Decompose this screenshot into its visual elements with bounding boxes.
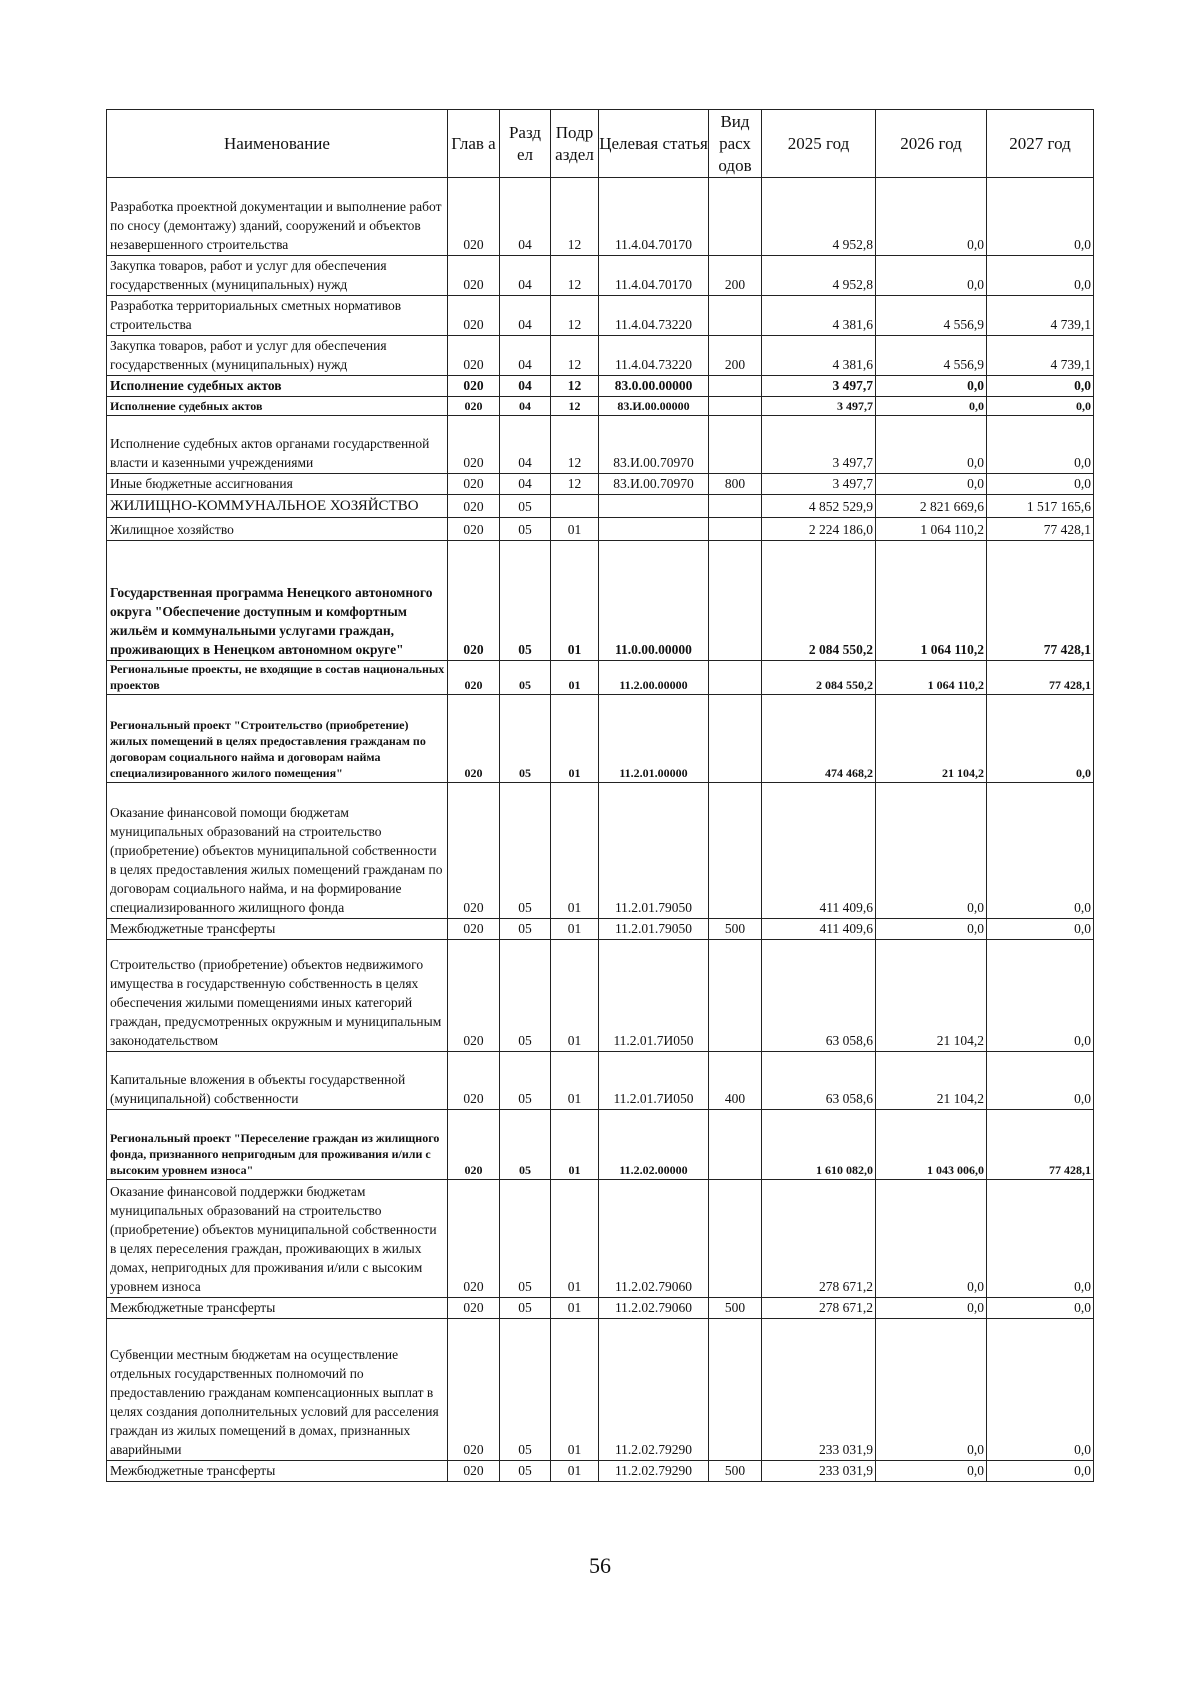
- table-cell-2025: 3 497,7: [762, 376, 876, 397]
- table-cell-2027: 0,0: [987, 416, 1094, 474]
- table-cell-2025: 278 671,2: [762, 1180, 876, 1298]
- table-cell-target: 11.2.02.79290: [599, 1319, 709, 1461]
- table-cell-expense-type: [709, 397, 762, 416]
- table-cell-name: Разработка территориальных сметных нормативов строительства: [107, 296, 448, 336]
- table-cell-target: 83.И.00.00000: [599, 397, 709, 416]
- table-cell-target: 11.4.04.73220: [599, 296, 709, 336]
- table-cell-2025: 2 224 186,0: [762, 518, 876, 541]
- table-cell-target: 11.2.01.7И050: [599, 940, 709, 1052]
- table-cell-section: 05: [500, 1298, 551, 1319]
- table-cell-2027: 77 428,1: [987, 1110, 1094, 1180]
- table-row: [107, 783, 1094, 919]
- table-row: [107, 336, 1094, 376]
- table-cell-2027: 0,0: [987, 940, 1094, 1052]
- table-cell-name: Региональный проект "Строительство (приобретение) жилых помещений в целях предоставления гражданам по договорам социального найма и договорам найма специализированного жилого помещения": [107, 695, 448, 783]
- table-cell-name: Исполнение судебных актов органами государственной власти и казенными учреждениями: [107, 416, 448, 474]
- table-cell-target: 83.И.00.70970: [599, 474, 709, 495]
- table-cell-expense-type: [709, 541, 762, 661]
- table-cell-2027: 77 428,1: [987, 661, 1094, 695]
- table-cell-section: 05: [500, 1461, 551, 1482]
- table-cell-2026: 0,0: [876, 783, 987, 919]
- table-cell-name: Региональный проект "Переселение граждан из жилищного фонда, признанного непригодным для проживания и/или с высоким уровнем износа": [107, 1110, 448, 1180]
- table-cell-target: 11.2.02.00000: [599, 1110, 709, 1180]
- table-cell-target: 11.2.02.79060: [599, 1180, 709, 1298]
- table-cell-section: 04: [500, 336, 551, 376]
- table-cell-2026: 1 064 110,2: [876, 541, 987, 661]
- table-cell-section: 05: [500, 940, 551, 1052]
- table-cell-2025: 3 497,7: [762, 416, 876, 474]
- table-row: [107, 416, 1094, 474]
- table-row: [107, 296, 1094, 336]
- table-cell-subsection: [551, 495, 599, 518]
- table-cell-2025: 4 952,8: [762, 178, 876, 256]
- header-expense-type: Вид расх одов: [709, 110, 762, 178]
- table-cell-subsection: 12: [551, 376, 599, 397]
- table-cell-target: 11.2.02.79060: [599, 1298, 709, 1319]
- table-cell-chapter: 020: [448, 919, 500, 940]
- table-cell-expense-type: [709, 495, 762, 518]
- table-cell-name: Закупка товаров, работ и услуг для обеспечения государственных (муниципальных) нужд: [107, 336, 448, 376]
- table-cell-subsection: 01: [551, 783, 599, 919]
- table-cell-section: 04: [500, 376, 551, 397]
- table-cell-chapter: 020: [448, 1461, 500, 1482]
- table-row: [107, 1052, 1094, 1110]
- table-cell-target: 11.4.04.70170: [599, 256, 709, 296]
- table-cell-2025: 411 409,6: [762, 919, 876, 940]
- table-cell-section: 05: [500, 541, 551, 661]
- table-cell-expense-type: [709, 940, 762, 1052]
- table-cell-section: 05: [500, 1052, 551, 1110]
- header-row: [107, 110, 1094, 178]
- table-cell-2027: 0,0: [987, 695, 1094, 783]
- table-row: [107, 495, 1094, 518]
- table-cell-section: 05: [500, 661, 551, 695]
- table-row: [107, 695, 1094, 783]
- table-row: [107, 518, 1094, 541]
- table-cell-expense-type: 200: [709, 256, 762, 296]
- table-cell-2026: 0,0: [876, 416, 987, 474]
- table-cell-2025: 411 409,6: [762, 783, 876, 919]
- table-cell-subsection: 01: [551, 1298, 599, 1319]
- table-cell-subsection: 12: [551, 397, 599, 416]
- table-cell-name: Иные бюджетные ассигнования: [107, 474, 448, 495]
- table-cell-chapter: 020: [448, 397, 500, 416]
- table-cell-section: 05: [500, 495, 551, 518]
- table-cell-2025: 233 031,9: [762, 1461, 876, 1482]
- table-cell-2027: 0,0: [987, 178, 1094, 256]
- table-cell-target: 83.0.00.00000: [599, 376, 709, 397]
- table-cell-section: 04: [500, 416, 551, 474]
- table-cell-2027: 0,0: [987, 376, 1094, 397]
- table-cell-2025: 2 084 550,2: [762, 661, 876, 695]
- table-cell-2027: 0,0: [987, 1461, 1094, 1482]
- table-cell-target: 11.2.00.00000: [599, 661, 709, 695]
- table-cell-2027: 4 739,1: [987, 296, 1094, 336]
- table-cell-expense-type: [709, 518, 762, 541]
- table-cell-expense-type: 500: [709, 1461, 762, 1482]
- table-cell-subsection: 01: [551, 661, 599, 695]
- table-cell-expense-type: [709, 296, 762, 336]
- table-cell-section: 05: [500, 518, 551, 541]
- table-cell-expense-type: [709, 1180, 762, 1298]
- table-row: [107, 1298, 1094, 1319]
- table-cell-2027: 0,0: [987, 474, 1094, 495]
- table-cell-chapter: 020: [448, 783, 500, 919]
- table-cell-section: 04: [500, 296, 551, 336]
- table-row: [107, 940, 1094, 1052]
- table-cell-name: Государственная программа Ненецкого автономного округа "Обеспечение доступным и комфортным жильём и коммунальными услугами граждан, проживающих в Ненецком автономном округе": [107, 541, 448, 661]
- table-cell-section: 04: [500, 256, 551, 296]
- table-cell-section: 04: [500, 178, 551, 256]
- table-cell-name: Межбюджетные трансферты: [107, 1298, 448, 1319]
- table-cell-expense-type: [709, 783, 762, 919]
- header-name: Наименование: [107, 110, 448, 178]
- table-cell-chapter: 020: [448, 1110, 500, 1180]
- table-cell-chapter: 020: [448, 695, 500, 783]
- table-cell-2026: 2 821 669,6: [876, 495, 987, 518]
- table-cell-subsection: 01: [551, 1052, 599, 1110]
- table-cell-2027: 0,0: [987, 397, 1094, 416]
- table-cell-target: [599, 495, 709, 518]
- header-2027: 2027 год: [987, 110, 1094, 178]
- table-cell-expense-type: [709, 416, 762, 474]
- table-row: [107, 178, 1094, 256]
- table-cell-2027: 0,0: [987, 919, 1094, 940]
- table-cell-target: 83.И.00.70970: [599, 416, 709, 474]
- table-cell-name: Региональные проекты, не входящие в состав национальных проектов: [107, 661, 448, 695]
- table-cell-subsection: 01: [551, 541, 599, 661]
- table-cell-chapter: 020: [448, 336, 500, 376]
- table-cell-chapter: 020: [448, 296, 500, 336]
- table-cell-chapter: 020: [448, 416, 500, 474]
- page-number: 56: [589, 1553, 611, 1578]
- header-2026: 2026 год: [876, 110, 987, 178]
- table-cell-2026: 0,0: [876, 474, 987, 495]
- table-cell-2027: 0,0: [987, 783, 1094, 919]
- table-cell-section: 05: [500, 1319, 551, 1461]
- table-cell-2025: 4 952,8: [762, 256, 876, 296]
- table-row: [107, 661, 1094, 695]
- table-cell-target: 11.4.04.73220: [599, 336, 709, 376]
- table-row: [107, 919, 1094, 940]
- table-row: [107, 1110, 1094, 1180]
- table-cell-subsection: 01: [551, 695, 599, 783]
- table-row: [107, 1319, 1094, 1461]
- table-cell-2025: 3 497,7: [762, 397, 876, 416]
- table-cell-2025: 474 468,2: [762, 695, 876, 783]
- table-cell-2026: 0,0: [876, 397, 987, 416]
- table-cell-2025: 4 381,6: [762, 296, 876, 336]
- table-cell-subsection: 12: [551, 416, 599, 474]
- table-cell-target: 11.4.04.70170: [599, 178, 709, 256]
- table-cell-subsection: 12: [551, 296, 599, 336]
- table-cell-expense-type: [709, 1110, 762, 1180]
- table-row: [107, 1461, 1094, 1482]
- table-cell-subsection: 01: [551, 1319, 599, 1461]
- table-cell-section: 05: [500, 919, 551, 940]
- table-cell-subsection: 01: [551, 940, 599, 1052]
- table-cell-chapter: 020: [448, 661, 500, 695]
- table-cell-2027: 77 428,1: [987, 541, 1094, 661]
- table-cell-name: Исполнение судебных актов: [107, 376, 448, 397]
- table-cell-target: 11.2.01.79050: [599, 919, 709, 940]
- table-cell-chapter: 020: [448, 1180, 500, 1298]
- table-cell-target: [599, 518, 709, 541]
- table-cell-subsection: 01: [551, 518, 599, 541]
- header-chapter: Глав а: [448, 110, 500, 178]
- table-cell-2026: 1 064 110,2: [876, 661, 987, 695]
- table-row: [107, 256, 1094, 296]
- table-cell-subsection: 01: [551, 1461, 599, 1482]
- table-cell-2027: 0,0: [987, 1052, 1094, 1110]
- table-cell-expense-type: 500: [709, 1298, 762, 1319]
- table-cell-section: 05: [500, 783, 551, 919]
- table-body: [107, 178, 1094, 1482]
- table-cell-expense-type: [709, 376, 762, 397]
- table-cell-name: ЖИЛИЩНО-КОММУНАЛЬНОЕ ХОЗЯЙСТВО: [107, 495, 448, 518]
- table-cell-2027: 0,0: [987, 1298, 1094, 1319]
- header-2025: 2025 год: [762, 110, 876, 178]
- table-cell-subsection: 12: [551, 336, 599, 376]
- table-cell-2026: 0,0: [876, 1461, 987, 1482]
- table-cell-name: Оказание финансовой поддержки бюджетам муниципальных образований на строительство (приобретение) объектов муниципальной собственности в целях переселения граждан, проживающих в жилых домах, непригодных для проживания и/или с высоким уровнем износа: [107, 1180, 448, 1298]
- header-target: Целевая статья: [599, 110, 709, 178]
- table-cell-2026: 4 556,9: [876, 296, 987, 336]
- table-cell-name: Оказание финансовой помощи бюджетам муниципальных образований на строительство (приобретение) объектов муниципальной собственности в целях предоставления жилых помещений гражданам по договорам социального найма, и на формирование специализированного жилищного фонда: [107, 783, 448, 919]
- table-cell-chapter: 020: [448, 495, 500, 518]
- table-cell-2027: 77 428,1: [987, 518, 1094, 541]
- budget-table: [106, 109, 1094, 1482]
- table-cell-2026: 21 104,2: [876, 695, 987, 783]
- table-cell-2027: 1 517 165,6: [987, 495, 1094, 518]
- table-cell-target: 11.2.01.7И050: [599, 1052, 709, 1110]
- table-cell-chapter: 020: [448, 1298, 500, 1319]
- table-cell-name: Межбюджетные трансферты: [107, 1461, 448, 1482]
- table-cell-2026: 1 043 006,0: [876, 1110, 987, 1180]
- table-cell-chapter: 020: [448, 940, 500, 1052]
- table-cell-2025: 233 031,9: [762, 1319, 876, 1461]
- table-cell-chapter: 020: [448, 1052, 500, 1110]
- table-cell-2025: 1 610 082,0: [762, 1110, 876, 1180]
- table-cell-name: Капитальные вложения в объекты государственной (муниципальной) собственности: [107, 1052, 448, 1110]
- table-row: [107, 376, 1094, 397]
- table-cell-expense-type: [709, 695, 762, 783]
- table-cell-2027: 4 739,1: [987, 336, 1094, 376]
- table-cell-section: 04: [500, 474, 551, 495]
- table-cell-expense-type: [709, 1319, 762, 1461]
- table-cell-2026: 0,0: [876, 1180, 987, 1298]
- table-cell-section: 04: [500, 397, 551, 416]
- table-cell-chapter: 020: [448, 1319, 500, 1461]
- table-cell-subsection: 01: [551, 1180, 599, 1298]
- table-cell-2025: 4 852 529,9: [762, 495, 876, 518]
- table-cell-subsection: 01: [551, 1110, 599, 1180]
- table-cell-2027: 0,0: [987, 256, 1094, 296]
- table-cell-2025: 63 058,6: [762, 1052, 876, 1110]
- table-cell-2027: 0,0: [987, 1319, 1094, 1461]
- table-cell-2026: 0,0: [876, 376, 987, 397]
- table-cell-name: Жилищное хозяйство: [107, 518, 448, 541]
- table-cell-section: 05: [500, 1110, 551, 1180]
- table-cell-2026: 21 104,2: [876, 940, 987, 1052]
- table-cell-chapter: 020: [448, 256, 500, 296]
- table-cell-2026: 0,0: [876, 1319, 987, 1461]
- table-row: [107, 541, 1094, 661]
- table-row: [107, 397, 1094, 416]
- table-cell-name: Закупка товаров, работ и услуг для обеспечения государственных (муниципальных) нужд: [107, 256, 448, 296]
- table-cell-chapter: 020: [448, 178, 500, 256]
- table-cell-subsection: 01: [551, 919, 599, 940]
- table-cell-name: Разработка проектной документации и выполнение работ по сносу (демонтажу) зданий, сооружений и объектов незавершенного строительства: [107, 178, 448, 256]
- table-cell-subsection: 12: [551, 474, 599, 495]
- table-cell-chapter: 020: [448, 474, 500, 495]
- table-row: [107, 474, 1094, 495]
- table-cell-2026: 0,0: [876, 1298, 987, 1319]
- table-cell-name: Исполнение судебных актов: [107, 397, 448, 416]
- table-cell-expense-type: 800: [709, 474, 762, 495]
- table-cell-target: 11.2.01.00000: [599, 695, 709, 783]
- table-cell-section: 05: [500, 695, 551, 783]
- table-cell-name: Субвенции местным бюджетам на осуществление отдельных государственных полномочий по предоставлению гражданам компенсационных выплат в целях создания дополнительных условий для расселения граждан из жилых помещений в домах, признанных аварийными: [107, 1319, 448, 1461]
- table-cell-subsection: 12: [551, 178, 599, 256]
- table-cell-2026: 4 556,9: [876, 336, 987, 376]
- table-cell-2025: 3 497,7: [762, 474, 876, 495]
- table-cell-target: 11.2.02.79290: [599, 1461, 709, 1482]
- header-subsection: Подр аздел: [551, 110, 599, 178]
- table-cell-2026: 0,0: [876, 256, 987, 296]
- table-row: [107, 1180, 1094, 1298]
- table-cell-2027: 0,0: [987, 1180, 1094, 1298]
- table-cell-chapter: 020: [448, 541, 500, 661]
- table-cell-name: Строительство (приобретение) объектов недвижимого имущества в государственную собственность в целях обеспечения жилыми помещениями иных категорий граждан, предусмотренных окружным и муниципальным законодательством: [107, 940, 448, 1052]
- table-cell-2025: 278 671,2: [762, 1298, 876, 1319]
- table-cell-chapter: 020: [448, 376, 500, 397]
- table-cell-expense-type: [709, 178, 762, 256]
- table-cell-target: 11.0.00.00000: [599, 541, 709, 661]
- table-cell-2025: 2 084 550,2: [762, 541, 876, 661]
- table-cell-expense-type: 500: [709, 919, 762, 940]
- table-cell-expense-type: 400: [709, 1052, 762, 1110]
- table-cell-target: 11.2.01.79050: [599, 783, 709, 919]
- table-cell-2026: 0,0: [876, 919, 987, 940]
- table-cell-expense-type: 200: [709, 336, 762, 376]
- table-cell-subsection: 12: [551, 256, 599, 296]
- table-cell-2026: 0,0: [876, 178, 987, 256]
- table-cell-expense-type: [709, 661, 762, 695]
- table-cell-2026: 1 064 110,2: [876, 518, 987, 541]
- header-section: Разд ел: [500, 110, 551, 178]
- table-cell-2026: 21 104,2: [876, 1052, 987, 1110]
- table-cell-name: Межбюджетные трансферты: [107, 919, 448, 940]
- table-cell-chapter: 020: [448, 518, 500, 541]
- table-cell-2025: 4 381,6: [762, 336, 876, 376]
- table-cell-section: 05: [500, 1180, 551, 1298]
- table-cell-2025: 63 058,6: [762, 940, 876, 1052]
